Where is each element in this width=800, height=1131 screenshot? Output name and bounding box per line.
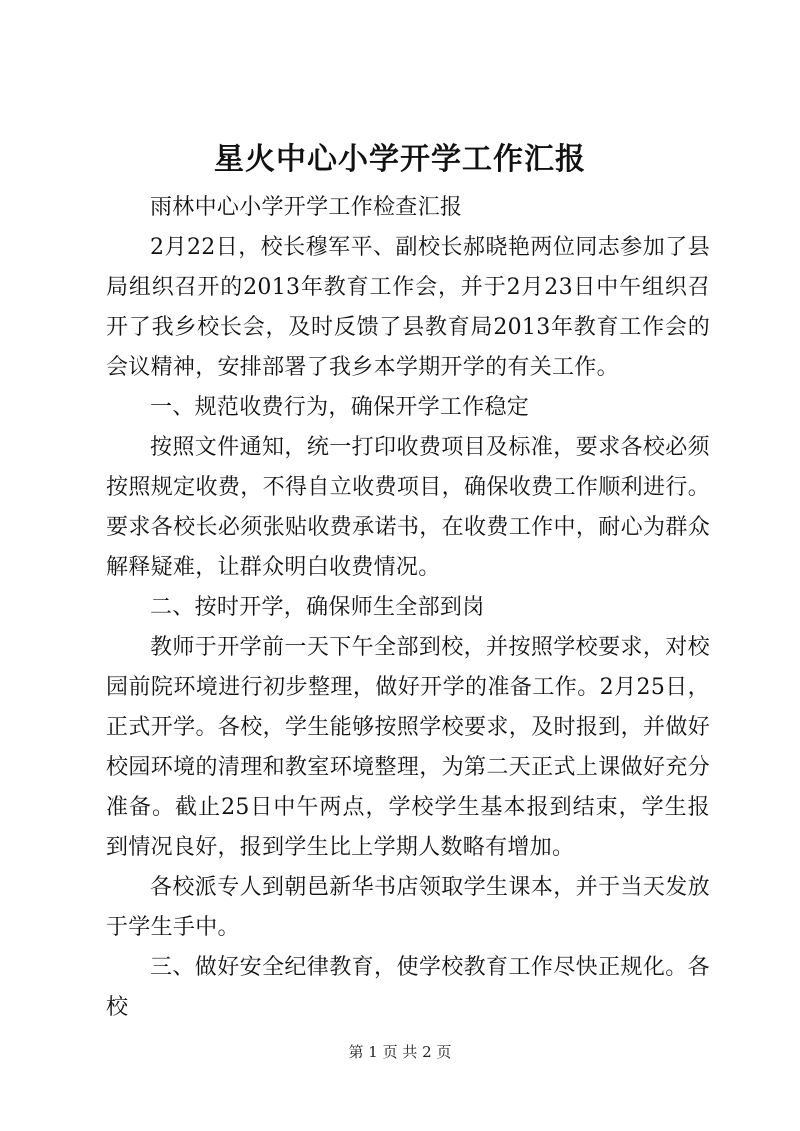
document-body [106,188,710,1028]
section-heading-2: 二、按时开学，确保师生全部到岗 [150,595,485,620]
paragraph-fees: 按照文件通知，统一打印收费项目及标准，要求各校必须按照规定收费，不得自立收费项目，确保收费工作顺利进行。要求各校长必须张贴收费承诺书，在收费工作中，耐心为群众解释疑难，让群众明白收费情况。 [106,435,710,580]
paragraph-school-start: 教师于开学前一天下午全部到校，并按照学校要求，对校园前院环境进行初步整理，做好开学的准备工作。2月25日，正式开学。各校，学生能够按照学校要求，及时报到，并做好校园环境的清理和教室环境整理，为第二天正式上课做好充分准备。截止25日中午两点，学校学生基本报到结束，学生报到情况良好，报到学生比上学期人数略有增加。 [106,635,710,860]
paragraph-subtitle: 雨林中心小学开学工作检查汇报 [150,195,463,220]
section-heading-1: 一、规范收费行为，确保开学工作稳定 [150,395,530,420]
section-heading-3: 三、做好安全纪律教育，使学校教育工作尽快正规化。各校 [106,955,710,1020]
document-title: 星火中心小学开学工作汇报 [214,142,586,177]
paragraph-intro: 2月22日，校长穆军平、副校长郝晓艳两位同志参加了县局组织召开的2013年教育工作会，并于2月23日中午组织召开了我乡校长会，及时反馈了县教育局2013年教育工作会的会议精神，安排部署了我乡本学期开学的有关工作。 [106,235,710,380]
page-footer: 第 1 页 共 2 页 [348,1043,452,1061]
paragraph-textbooks: 各校派专人到朝邑新华书店领取学生课本，并于当天发放于学生手中。 [106,875,710,940]
